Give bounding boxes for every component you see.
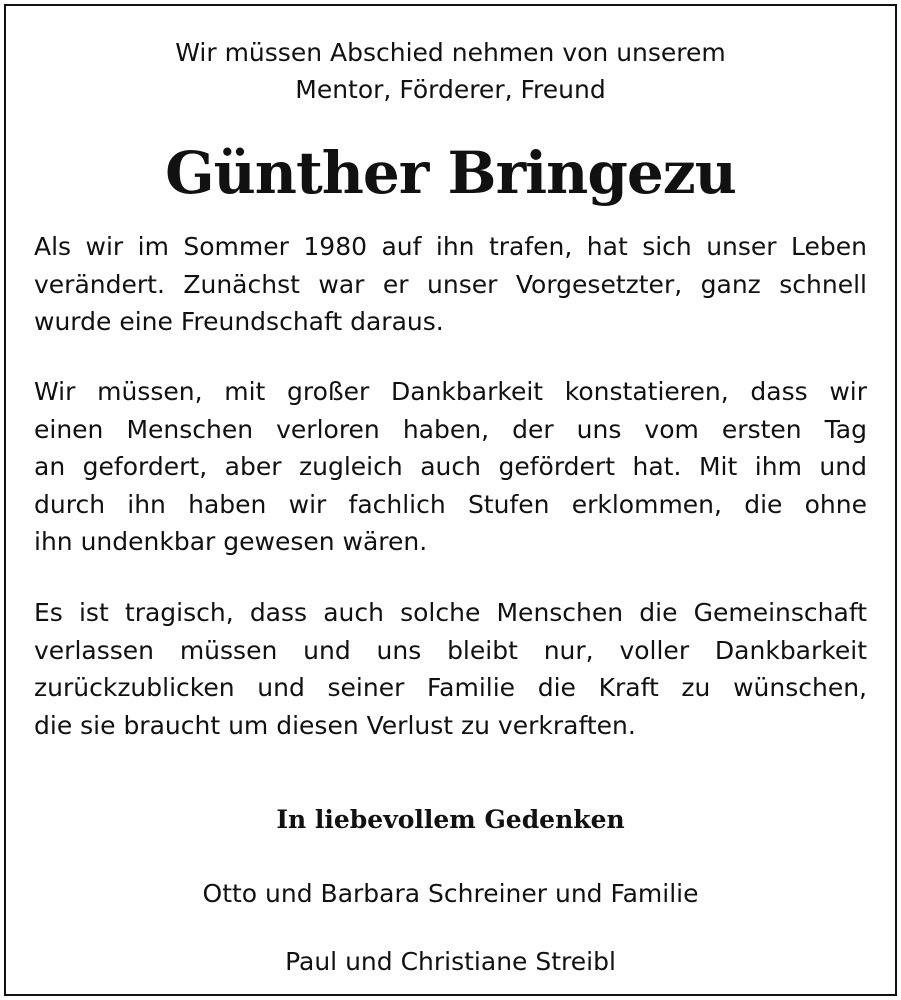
signer-line: Paul und Christiane Streibl: [285, 947, 616, 976]
text-line: verändert. Zunächst war er unser Vorgesetzter, ganz schnell: [34, 269, 867, 299]
text-line: zurückzublicken und seiner Familie die Kraft zu wünschen,: [34, 673, 867, 702]
text-line: einen Menschen verloren haben, der uns vom ersten Tag: [34, 414, 867, 444]
paragraph-3: [34, 594, 867, 744]
obituary-frame: [4, 4, 897, 996]
intro-text: [34, 34, 867, 108]
obituary-content: [34, 6, 867, 994]
text-line: Als wir im Sommer 1980 auf ihn trafen, hat sich unser Leben: [34, 232, 867, 261]
text-line: Es ist tragisch, dass auch solche Menschen die Gemeinschaft: [34, 598, 867, 627]
text-line: Wir müssen, mit großer Dankbarkeit konstatieren, dass wir: [34, 377, 867, 406]
text-line: ihn undenkbar gewesen wären.: [34, 527, 428, 556]
intro-line: Mentor, Förderer, Freund: [295, 75, 606, 104]
paragraph-1: [34, 228, 867, 341]
deceased-name: Günther Bringezu: [165, 139, 736, 207]
paragraph-2: [34, 373, 867, 561]
text-line: wurde eine Freundschaft daraus.: [34, 307, 444, 336]
closing-phrase: In liebevollem Gedenken: [276, 805, 625, 834]
signer-line: Otto und Barbara Schreiner und Familie: [202, 879, 699, 908]
text-line: verlassen müssen und uns bleibt nur, voller Dankbarkeit: [34, 635, 867, 665]
text-line: die sie braucht um diesen Verlust zu verkraften.: [34, 710, 636, 740]
text-line: an gefordert, aber zugleich auch gefördert hat. Mit ihm und: [34, 452, 867, 481]
text-line: durch ihn haben wir fachlich Stufen erklommen, die ohne: [34, 489, 867, 519]
intro-line: Wir müssen Abschied nehmen von unserem: [175, 38, 726, 67]
